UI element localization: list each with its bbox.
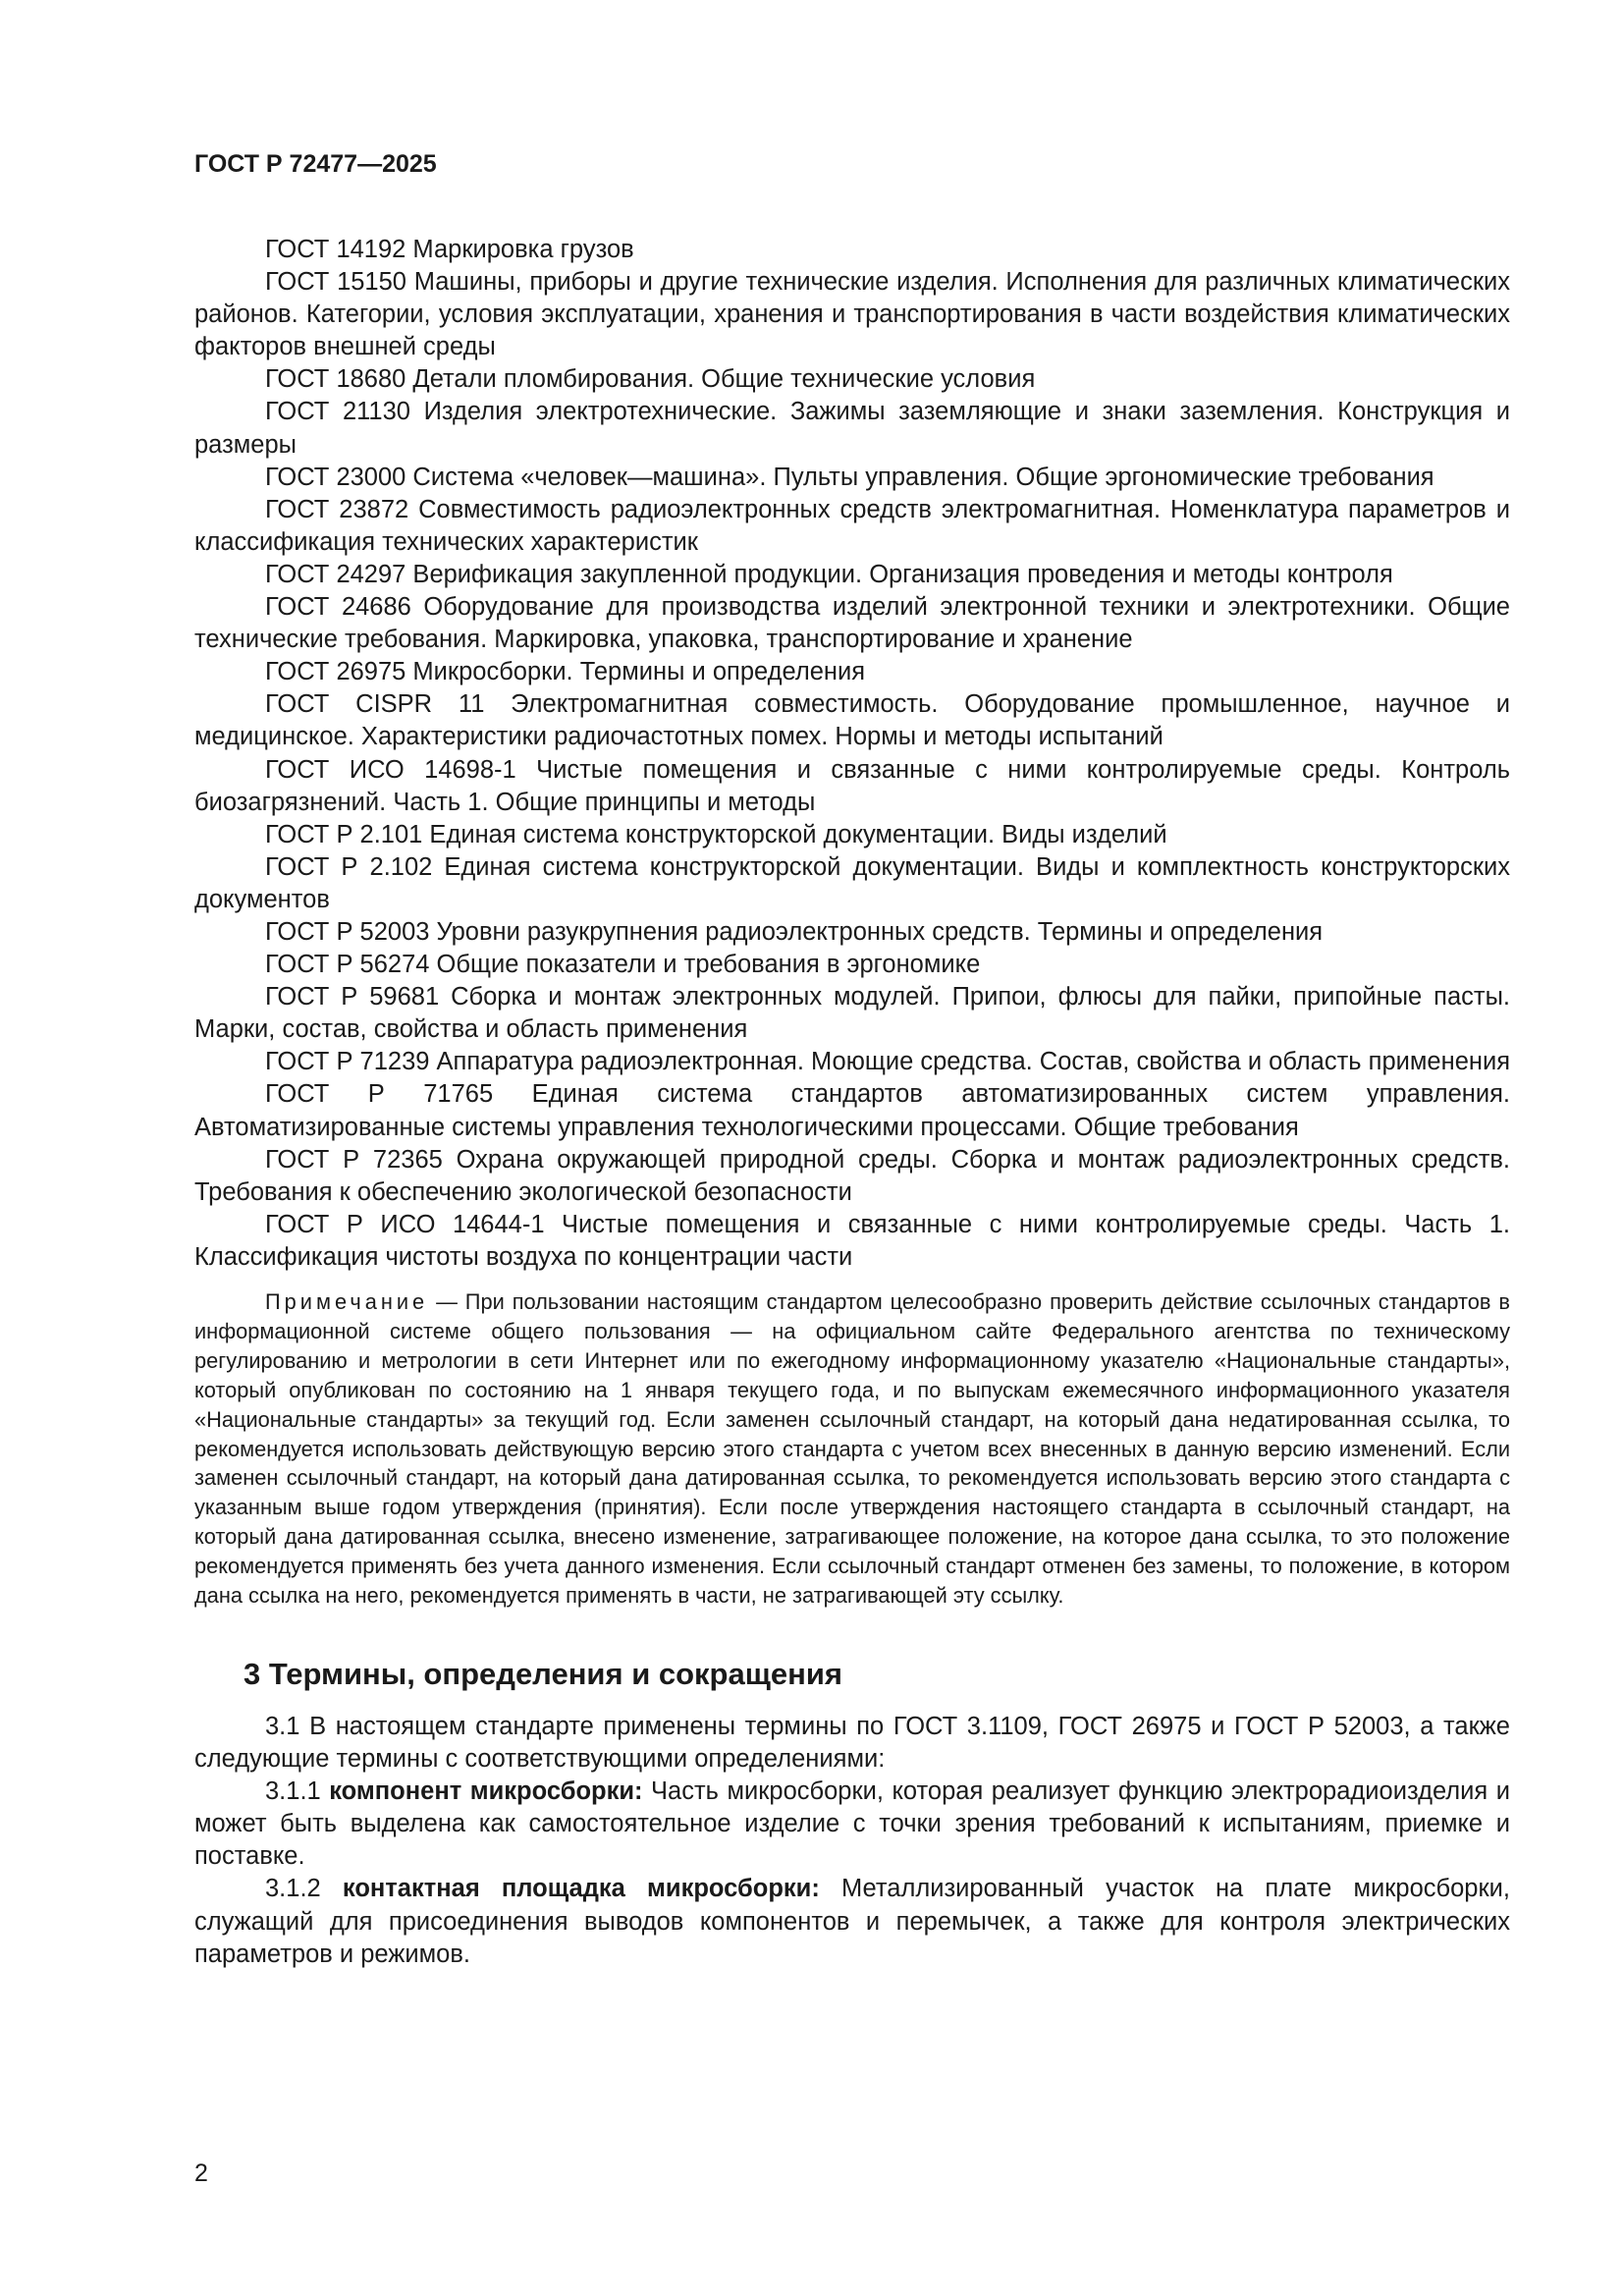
term-name: компонент микросборки:	[329, 1777, 643, 1806]
reference-item: ГОСТ 24297 Верификация закупленной продукции. Организация проведения и методы контроля	[265, 560, 1393, 588]
reference-item: ГОСТ 23000 Система «человек—машина». Пульты управления. Общие эргономические требования	[265, 463, 1434, 491]
term-definition: Часть микросборки, которая реализует функцию электрорадиоизделия и может быть выделена как самостоятельное изделие с точки зрения требований к испытаниям, приемке и поставке.	[194, 1777, 1510, 1871]
reference-item: ГОСТ Р 2.102 Единая система конструкторской документации. Виды и комплектность конструкторских документов	[194, 852, 1510, 913]
note-text: — При пользовании настоящим стандартом целесообразно проверить действие ссылочных стандартов в информационной системе общего пользования — на официальном сайте Федерального агентства по техническому регулированию и метрологии в сети Интернет или по ежегодному информационному указателю «Национальные стандарты», который опубликован по состоянию на 1 января текущего года, и по выпускам ежемесячного информационного указателя «Национальные стандарты» за текущий год. Если заменен ссылочный стандарт, на который дана недатированная ссылка, то рекомендуется использовать действующую версию этого стандарта с учетом всех внесенных в данную версию изменений. Если заменен ссылочный стандарт, на который дана датированная ссылка, то рекомендуется использовать версию этого стандарта с указанным выше годом утверждения (принятия). Если после утверждения настоящего стандарта в ссылочный стандарт, на который дана датированная ссылка, внесено изменение, затрагивающее положение, на которое дана ссылка, то это положение рекомендуется применять без учета данного изменения. Если ссылочный стандарт отменен без замены, то положение, в котором дана ссылка на него, рекомендуется применять в части, не затрагивающей эту ссылку.	[194, 1289, 1510, 1609]
reference-item: ГОСТ 21130 Изделия электротехнические. Зажимы заземляющие и знаки заземления. Конструкция и размеры	[194, 398, 1510, 459]
reference-item: ГОСТ CISPR 11 Электромагнитная совместимость. Оборудование промышленное, научное и медицинское. Характеристики радиочастотных помех. Нормы и методы испытаний	[194, 690, 1510, 751]
note-label: Примечание	[265, 1289, 429, 1314]
reference-item: ГОСТ 18680 Детали пломбирования. Общие технические условия	[265, 365, 1036, 394]
reference-item: ГОСТ Р 2.101 Единая система конструкторской документации. Виды изделий	[265, 820, 1167, 848]
normative-references-list	[194, 234, 1510, 1274]
term-number: 3.1.2	[265, 1875, 343, 1903]
reference-item: ГОСТ 26975 Микросборки. Термины и определения	[265, 658, 866, 686]
term-name: контактная площадка микросборки:	[342, 1875, 820, 1903]
term-3-1-2	[194, 1873, 1510, 1970]
reference-item: ГОСТ 15150 Машины, приборы и другие технические изделия. Исполнения для различных климатических районов. Категории, условия эксплуатации, хранения и транспортирования в части воздействия климатических факторов внешней среды	[194, 268, 1510, 361]
reference-item: ГОСТ ИСО 14698-1 Чистые помещения и связанные с ними контролируемые среды. Контроль биозагрязнений. Часть 1. Общие принципы и методы	[194, 755, 1510, 816]
section-title: 3 Термины, определения и сокращения	[243, 1656, 842, 1691]
reference-item: ГОСТ Р 52003 Уровни разукрупнения радиоэлектронных средств. Термины и определения	[265, 917, 1324, 946]
term-number: 3.1.1	[265, 1777, 330, 1806]
document-page	[194, 149, 1510, 1971]
terms-section	[194, 1711, 1510, 1971]
page-number: 2	[194, 2159, 208, 2187]
reference-item: ГОСТ Р 72365 Охрана окружающей природной среды. Сборка и монтаж радиоэлектронных средств. Требования к обеспечению экологической безопасности	[194, 1145, 1510, 1206]
reference-item: ГОСТ 14192 Маркировка грузов	[265, 236, 634, 263]
reference-item: ГОСТ Р 71239 Аппаратура радиоэлектронная. Моющие средства. Состав, свойства и область применения	[265, 1048, 1511, 1076]
term-3-1-1	[194, 1776, 1510, 1873]
note-block	[194, 1287, 1510, 1611]
clause-3-1: 3.1 В настоящем стандарте применены термины по ГОСТ 3.1109, ГОСТ 26975 и ГОСТ Р 52003, а также следующие термины с соответствующими определениями:	[194, 1712, 1510, 1774]
reference-item: ГОСТ 23872 Совместимость радиоэлектронных средств электромагнитная. Номенклатура параметров и классификация технических характеристик	[194, 495, 1510, 556]
reference-item: ГОСТ Р ИСО 14644-1 Чистые помещения и связанные с ними контролируемые среды. Часть 1. Классификация чистоты воздуха по концентрации части	[194, 1210, 1510, 1271]
reference-item: ГОСТ Р 59681 Сборка и монтаж электронных модулей. Припои, флюсы для пайки, припойные пасты. Марки, состав, свойства и область применения	[194, 983, 1510, 1044]
reference-item: ГОСТ Р 71765 Единая система стандартов автоматизированных систем управления. Автоматизированные системы управления технологическими процессами. Общие требования	[194, 1080, 1510, 1141]
document-header: ГОСТ Р 72477—2025	[194, 150, 437, 178]
reference-item: ГОСТ Р 56274 Общие показатели и требования в эргономике	[265, 951, 981, 979]
reference-item: ГОСТ 24686 Оборудование для производства изделий электронной техники и электротехники. Общие технические требования. Маркировка, упаковка, транспортирование и хранение	[194, 593, 1510, 654]
term-definition: Металлизированный участок на плате микросборки, служащий для присоединения выводов компонентов и перемычек, а также для контроля электрических параметров и режимов.	[194, 1875, 1510, 1968]
